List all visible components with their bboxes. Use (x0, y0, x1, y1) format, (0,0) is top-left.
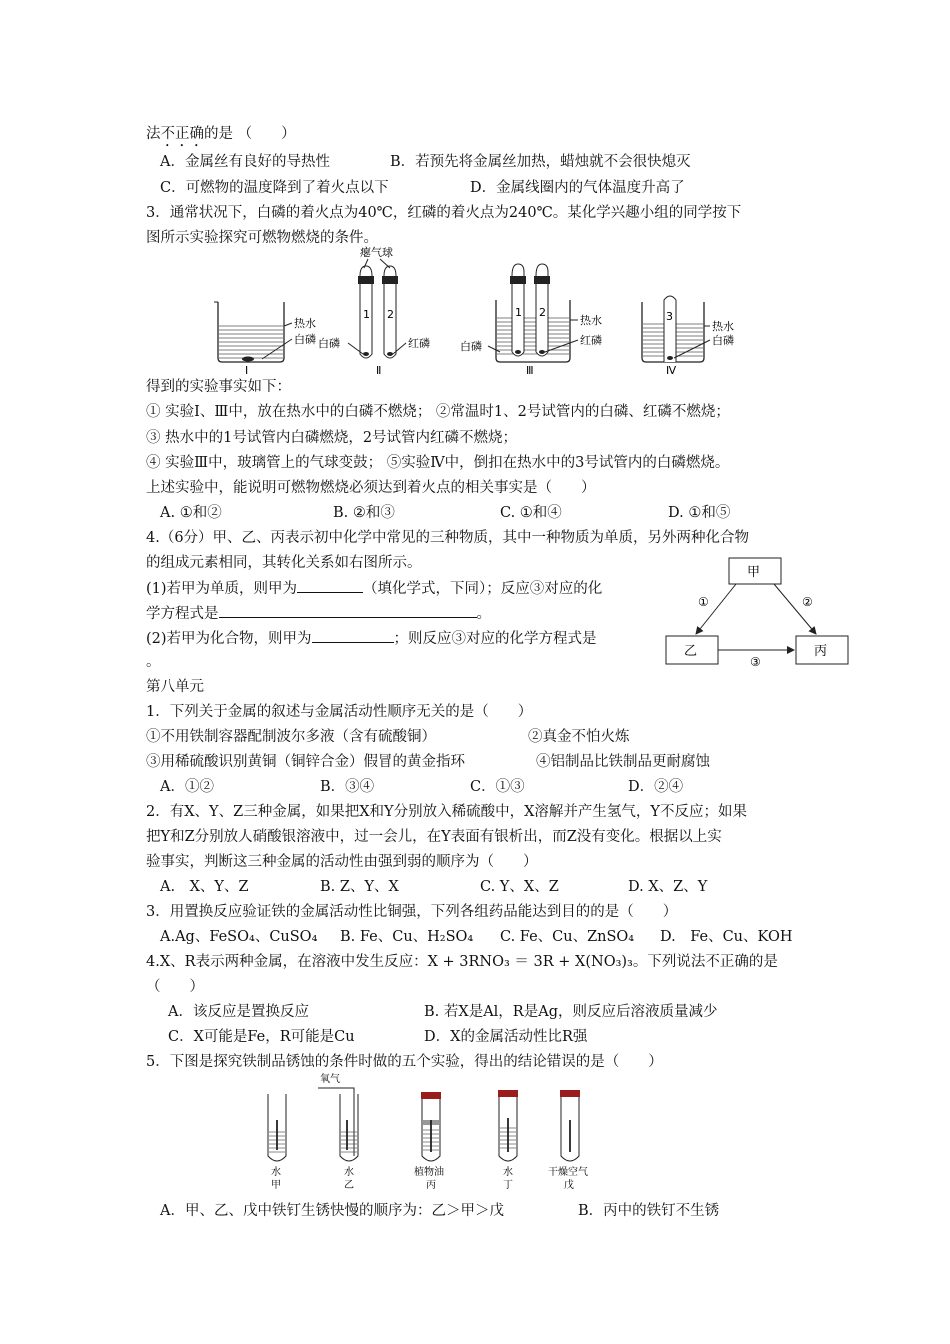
setup-iv (642, 296, 734, 376)
tube-ding (498, 1090, 518, 1191)
reaction-3: ③ (750, 655, 761, 668)
label-wu: 戊 (564, 1180, 574, 1191)
prev-question-stem: 法不正确的是 （ ） (146, 126, 296, 142)
u8q2-option-a: A. X、Y、Z (160, 879, 249, 895)
q3-line2: 图所示实验探究可燃物燃烧的条件。 (146, 230, 378, 246)
u8q1-option-d: D．②④ (628, 779, 684, 795)
label-hot-water: 热水 (294, 317, 316, 330)
label-white-p-ii: 白磷 (318, 337, 340, 350)
label-red-p-ii: 红磷 (408, 337, 430, 350)
u8q4-line2: （ ） (146, 979, 204, 995)
q4-part2-end: 。 (146, 654, 161, 670)
label-ding: 丁 (503, 1180, 513, 1191)
u8q2-line2: 把Y和Z分别放人硝酸银溶液中，过一会儿，在Y表面有银析出，而Z没有变化。根据以上实 (146, 829, 722, 845)
label-jia: 甲 (271, 1180, 281, 1191)
option-d: D．金属线圈内的气体温度升高了 (470, 180, 685, 196)
u8q3-option-d: D. Fe、Cu、KOH (660, 929, 793, 945)
q3-option-d: D. ①和⑤ (668, 505, 731, 521)
tube-wu (548, 1090, 588, 1191)
beaker-i (214, 302, 316, 376)
label-water-ding: 水 (503, 1167, 513, 1178)
fact-line3: ④ 实验Ⅲ中，玻璃管上的气球变鼓； ⑤实验Ⅳ中，倒扣在热水中的3号试管内的白磷燃烧。 (146, 455, 730, 471)
label-oil: 植物油 (414, 1167, 444, 1178)
tube-yi (318, 1072, 358, 1191)
u8q3-option-b: B. Fe、Cu、H₂SO₄ (340, 929, 474, 945)
u8q1-option-b: B．③④ (320, 779, 375, 795)
label-i: Ⅰ (245, 364, 249, 376)
q3-line1: 3．通常状况下，白磷的着火点为40℃，红磷的着火点为240℃。某化学兴趣小组的同学按下 (146, 205, 742, 221)
label-iii: Ⅲ (526, 364, 534, 376)
tube-2: 2 (387, 308, 394, 321)
tube-1: 1 (363, 308, 370, 321)
label-yi: 乙 (344, 1180, 354, 1191)
u8q5-option-a: A．甲、乙、戊中铁钉生锈快慢的顺序为：乙＞甲＞戊 (160, 1203, 504, 1219)
q3-question: 上述实验中，能说明可燃物燃烧必须达到着火点的相关事实是（ ） (146, 480, 596, 496)
u8q3-option-a: A.Ag、FeSO₄、CuSO₄ (160, 929, 318, 945)
label-ii: Ⅱ (376, 364, 382, 376)
u8q5-stem: 5．下图是探究铁制品锈蚀的条件时做的五个实验，得出的结论错误的是（ ） (146, 1054, 663, 1070)
answer-blank[interactable] (297, 578, 363, 593)
tube-bing (414, 1092, 444, 1191)
u8q1-s4: ④铝制品比铁制品更耐腐蚀 (536, 754, 710, 770)
u8q2-line3: 验事实，判断这三种金属的活动性由强到弱的顺序为（ ） (146, 854, 538, 870)
label-water-yi: 水 (344, 1167, 354, 1178)
label-bing: 丙 (426, 1180, 436, 1191)
label-balloon: 瘪气球 (360, 246, 393, 259)
answer-blank[interactable] (219, 603, 477, 618)
label-iv: Ⅳ (666, 364, 677, 376)
u8q2-line1: 2．有X、Y、Z三种金属，如果把X和Y分别放入稀硫酸中，X溶解并产生氢气，Y不反应；如果 (146, 804, 747, 820)
label-oxygen: 氧气 (320, 1074, 340, 1085)
rust-experiment-figure (260, 1072, 620, 1198)
u8q4-option-a: A．该反应是置换反应 (168, 1004, 309, 1020)
u8q4-line1: 4.X、R表示两种金属，在溶液中发生反应：X + 3RNO₃ ＝ 3R + X(NO₃)₃。下列说法不正确的是 (146, 954, 778, 970)
q3-option-c: C. ①和④ (500, 505, 562, 521)
u8q1-s1: ①不用铁制容器配制波尔多液（含有硫酸铜） (146, 729, 436, 745)
label-white-p: 白磷 (294, 333, 316, 346)
facts-intro: 得到的实验事实如下： (146, 379, 291, 395)
emphasized-text: 不正确 (160, 126, 204, 142)
label-white-p-iv: 白磷 (712, 334, 734, 347)
u8q1-option-c: C．①③ (470, 779, 525, 795)
option-c: C．可燃物的温度降到了着火点以下 (160, 180, 389, 196)
answer-blank[interactable] (312, 628, 394, 643)
phosphorus-experiment-figure (200, 246, 760, 376)
unit8-title: 第八单元 (146, 679, 204, 695)
u8q1-s2: ②真金不怕火炼 (528, 729, 630, 745)
option-a: A．金属丝有良好的导热性 (160, 154, 330, 170)
tube-3: 3 (666, 310, 673, 323)
label-water-jia: 水 (271, 1167, 281, 1178)
setup-iii (460, 264, 602, 376)
option-b: B．若预先将金属丝加热，蜡烛就不会很快熄灭 (390, 154, 691, 170)
q4-part2: (2)若甲为化合物，则甲为 ；则反应③对应的化学方程式是 (146, 628, 597, 649)
u8q2-option-b: B. Z、Y、X (320, 879, 399, 895)
q3-option-a: A. ①和② (160, 505, 222, 521)
fact-line1: ① 实验Ⅰ、Ⅲ中，放在热水中的白磷不燃烧； ②常温时1、2号试管内的白磷、红磷不燃烧； (146, 404, 730, 420)
q4-line1: 4.（6分）甲、乙、丙表示初中化学中常见的三种物质，其中一种物质为单质，另外两种化合物 (146, 530, 750, 546)
label-red-p-iii: 红磷 (580, 334, 602, 347)
tube-1-iii: 1 (515, 306, 522, 319)
reaction-2: ② (802, 595, 813, 609)
q4-part1: (1)若甲为单质，则甲为 （填化学式，下同）；反应③对应的化 (146, 578, 602, 599)
u8q4-option-b: B. 若X是Al，R是Ag，则反应后溶液质量减少 (424, 1004, 718, 1020)
u8q1-stem: 1．下列关于金属的叙述与金属活动性顺序无关的是（ ） (146, 704, 533, 720)
q4-line2: 的组成元素相同，其转化关系如右图所示。 (146, 555, 422, 571)
u8q2-option-d: D. X、Z、Y (628, 879, 708, 895)
u8q4-option-d: D．X的金属活动性比R强 (424, 1029, 588, 1045)
label-dry-air: 干燥空气 (548, 1167, 588, 1178)
u8q3-option-c: C. Fe、Cu、ZnSO₄ (500, 929, 635, 945)
u8q2-option-c: C. Y、X、Z (480, 879, 559, 895)
u8q5-option-b: B．丙中的铁钉不生锈 (578, 1203, 720, 1219)
node-yi-label: 乙 (684, 644, 698, 659)
node-bing-label: 丙 (814, 644, 828, 659)
q3-option-b: B. ②和③ (333, 505, 395, 521)
tube-jia (268, 1094, 286, 1191)
label-white-p-iii: 白磷 (460, 340, 482, 353)
node-jia-label: 甲 (747, 565, 761, 580)
label-hot-water-iv: 热水 (712, 320, 734, 333)
u8q1-option-a: A．①② (160, 779, 214, 795)
conversion-diagram (664, 556, 854, 668)
u8q3-stem: 3．用置换反应验证铁的金属活动性比铜强，下列各组药品能达到目的的是（ ） (146, 904, 678, 920)
fact-line2: ③ 热水中的1号试管内白磷燃烧，2号试管内红磷不燃烧； (146, 430, 518, 446)
u8q1-s3: ③用稀硫酸识别黄铜（铜锌合金）假冒的黄金指环 (146, 754, 465, 770)
label-hot-water-iii: 热水 (580, 314, 602, 327)
setup-ii (318, 246, 430, 376)
tube-2-iii: 2 (539, 306, 546, 319)
reaction-1: ① (698, 595, 709, 609)
q4-part1-cont: 学方程式是 。 (146, 603, 491, 624)
u8q4-option-c: C．X可能是Fe，R可能是Cu (168, 1029, 355, 1045)
